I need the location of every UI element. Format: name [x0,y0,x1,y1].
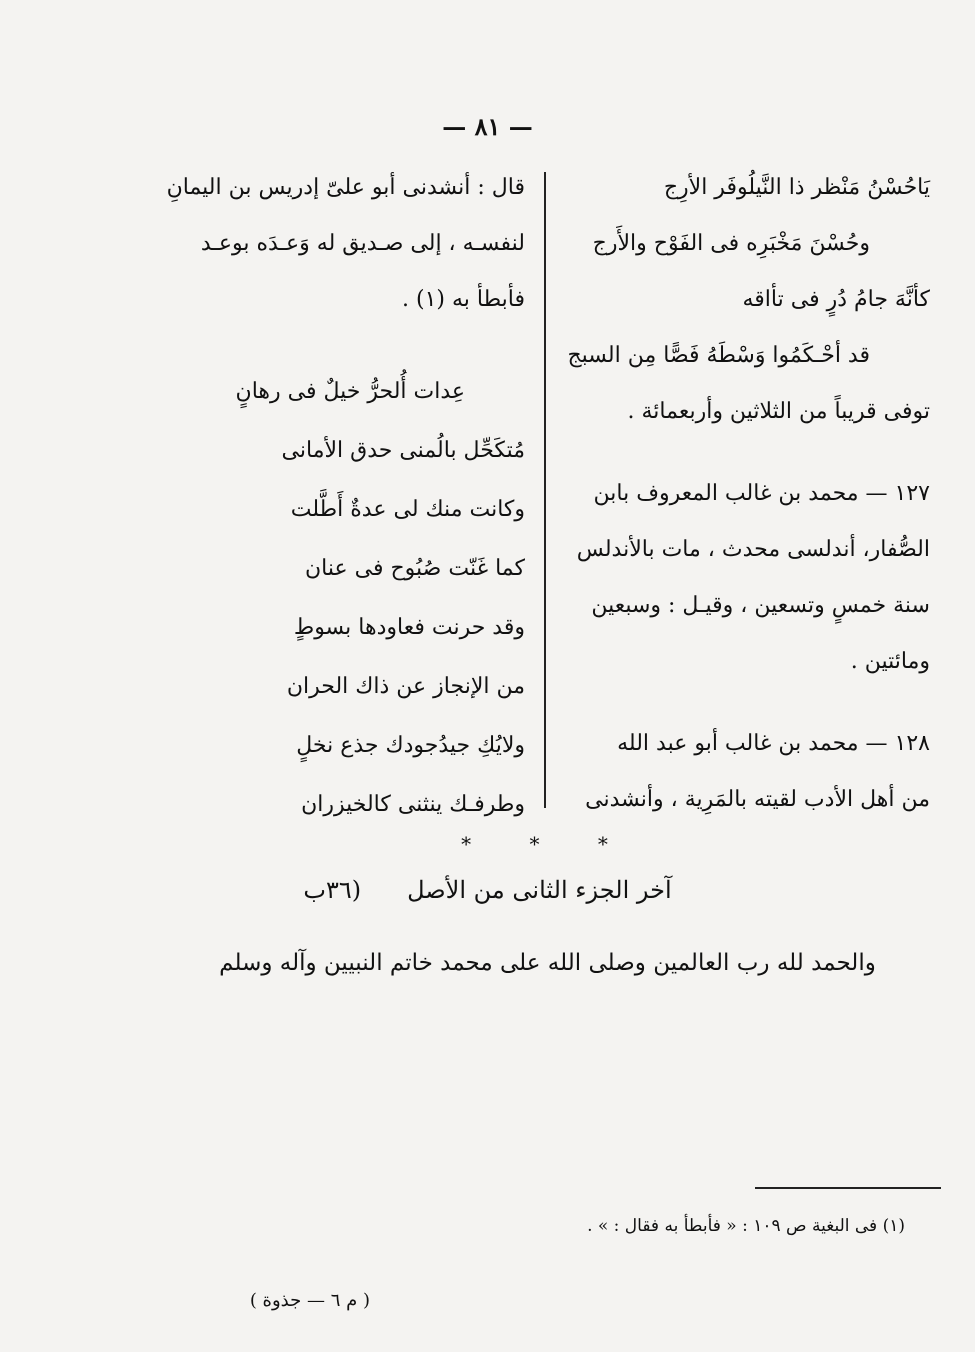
verse-line: وطرفـك ينثنى كالخيزران [301,792,525,817]
verse-line: يَاحُسْنُ مَنْظر ذا النَّيلُوفَر الأرِج [663,175,930,200]
verse-line: قد أحْـكَمُوا وَسْطَهُ فَصًّا مِن السبج [567,343,870,368]
page-number: — ٨١ — [442,112,533,141]
footnote: (١) فى البغية ص ١٠٩ : « فأبطأ به فقال : » . [587,1216,905,1236]
verse-line: كأنَّهَ جامُ دُرٍ فى تأاقه [742,287,930,312]
entry-line: ومائتين . [850,649,930,674]
verse-line: وكانت منك لى عدةٌ أَطَّلت [290,497,525,522]
intro-line: لنفسـه ، إلى صـديق له وَعـدَه بوعـد [200,231,525,256]
intro-line: قال : أنشدنى أبو علىّ إدريس بن اليمانِ [166,175,525,200]
entry-line: من أهل الأدب لقيته بالمَرِية ، وأنشدنى [585,787,930,812]
intro [160,160,525,328]
entry-line: سنة خمسٍ وتسعين ، وقيـل : وسبعين [591,593,930,618]
verse-line: مُتكَحِّل بالُمنى حدق الأمانى [281,438,525,463]
entry-128 [565,716,930,828]
footnote-rule [755,1187,941,1189]
verse-line: كما غَنّت صُبُوح فى عنان [305,556,525,581]
end-of-part-note [0,876,975,904]
poem-right [565,160,930,384]
entry-127 [565,466,930,690]
signature-mark: ( م ٦ — جذوة ) [249,1290,370,1311]
entry-line: ١٢٨ — محمد بن غالب أبو عبد الله [617,731,930,756]
verse-line: وقد حرنت فعاودها بسوطٍ [293,615,525,640]
verse-line: وحُسْنَ مَخْبَرِه فى الفَوْح والأَرج [592,231,870,256]
verse-line: عِدات أُلحرُّ خيلٌ فى رهانٍ [235,379,465,404]
right-column [565,160,930,828]
verse-line: ولايُكِ جيدُجودك جذع نخلٍ [296,733,525,758]
verse-line: من الإنجاز عن ذاك الحران [286,674,525,699]
entry-line: ١٢٧ — محمد بن غالب المعروف بابن [593,481,930,506]
entry-line: الصُّفار، أندلسى محدث ، مات بالأندلس [576,537,930,562]
section-separator: * * * [461,832,634,856]
end-note-text: آخر الجزء الثانى من الأصل [407,876,672,904]
poem-left [160,362,525,834]
intro-line: فأبطأ به (١) . [402,287,525,312]
left-column [160,160,525,834]
closing-doxology: والحمد لله رب العالمين وصلى الله على محمد خاتم النبيين وآله وسلم [219,950,876,976]
death-note: توفى قريباً من الثلاثين وأربعمائة . [627,399,930,424]
end-note-ref: (٣٦ب [303,876,362,904]
column-divider [544,172,546,808]
